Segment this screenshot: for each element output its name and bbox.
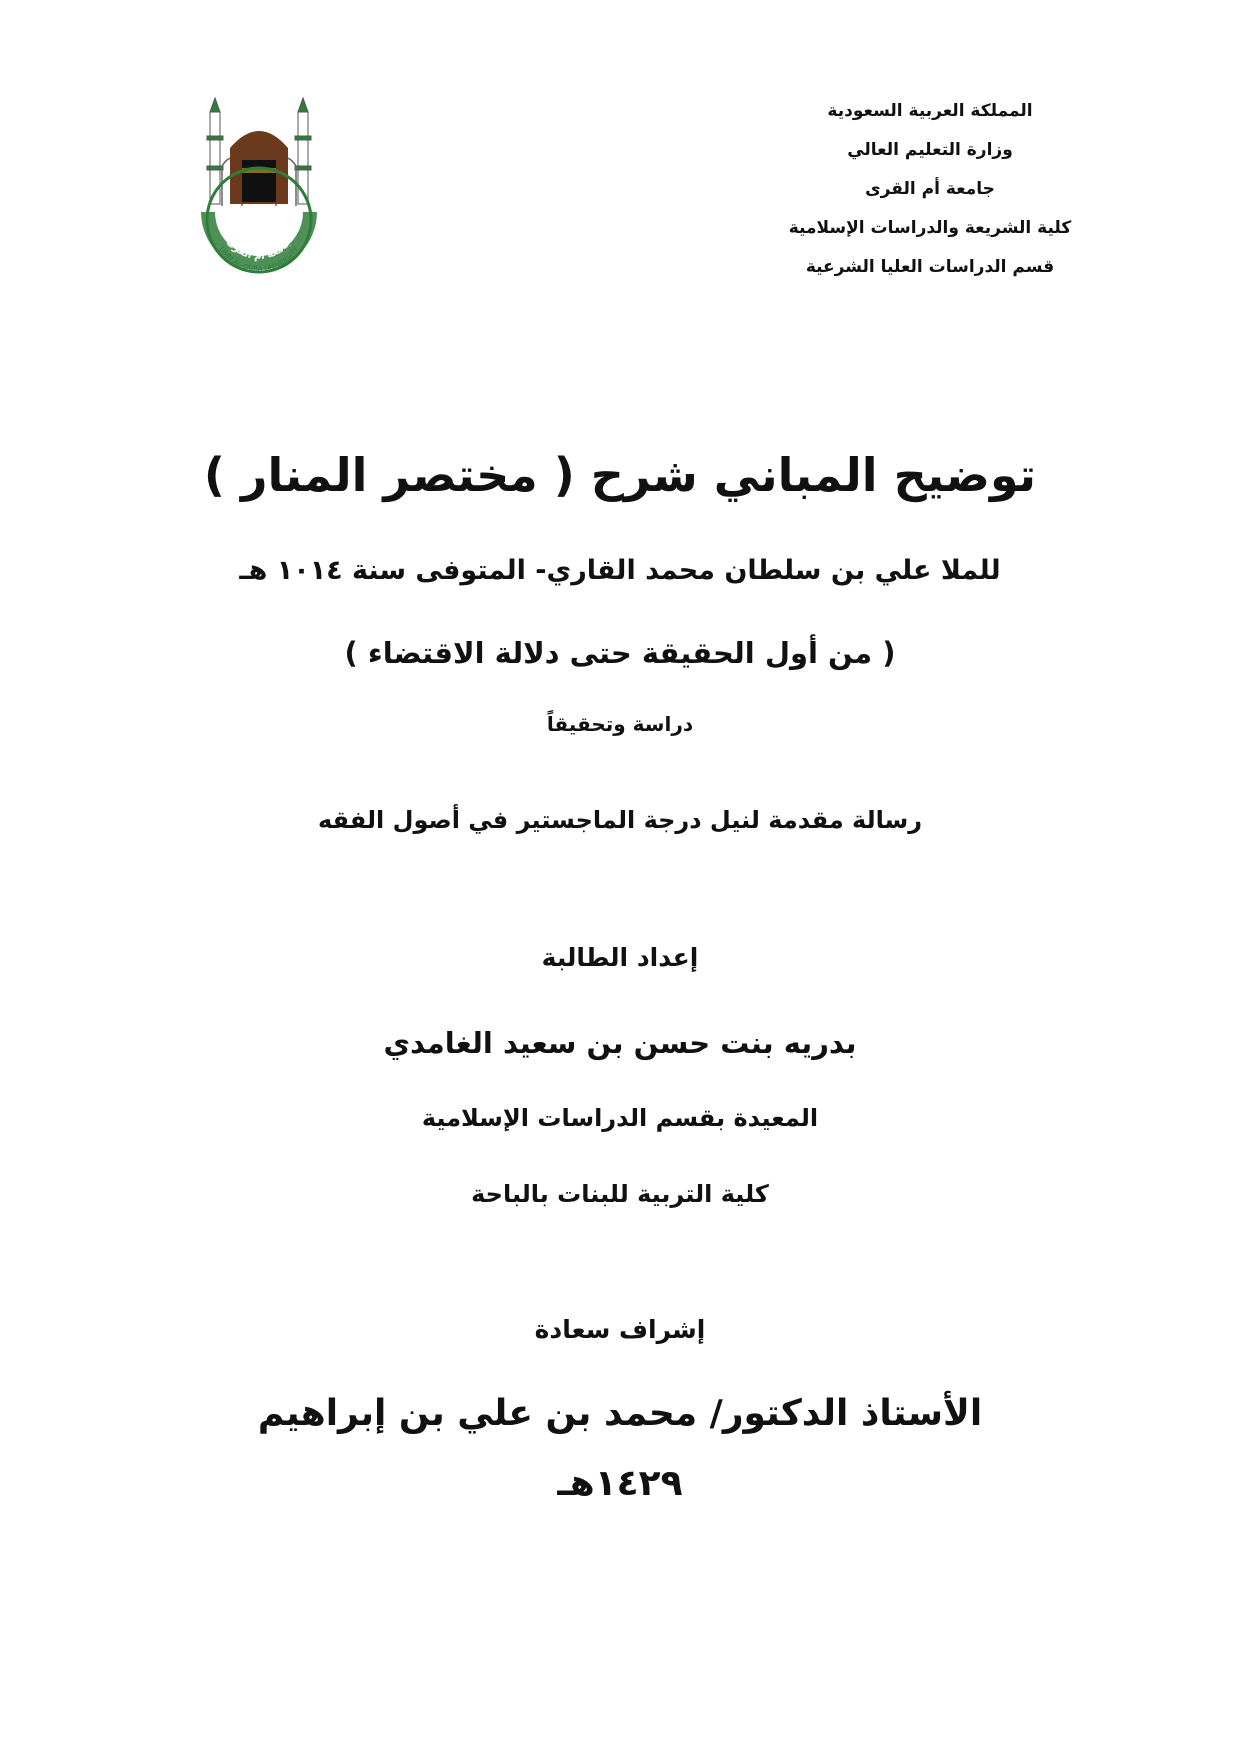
svg-text:جامعة أم القرى: جامعة أم القرى <box>224 236 294 263</box>
minaret-right-icon <box>295 98 311 204</box>
supervision-label: إشراف سعادة <box>534 1315 706 1344</box>
header-college: كلية الشريعة والدراسات الإسلامية <box>788 218 1072 238</box>
study-type: دراسة وتحقيقاً <box>546 712 694 736</box>
student-college: كلية التربية للبنات بالباحة <box>471 1180 769 1208</box>
original-author: للملا علي بن سلطان محمد القاري- المتوفى سنة ١٠١٤ هـ <box>239 555 1001 586</box>
student-role: المعيدة بقسم الدراسات الإسلامية <box>421 1104 819 1132</box>
svg-text:UMM AL-QURA UNIVERSITY: UMM AL-QURA UNIVERSITY <box>217 245 301 274</box>
supervisor-name: الأستاذ الدكتور/ محمد بن علي بن إبراهيم <box>257 1393 983 1434</box>
thesis-purpose: رسالة مقدمة لنيل درجة الماجستير في أصول الفقه <box>317 806 923 834</box>
university-logo-icon <box>198 96 320 284</box>
header-ministry: وزارة التعليم العالي <box>847 140 1013 160</box>
institution-header <box>760 92 1100 287</box>
prepared-by-label: إعداد الطالبة <box>541 943 699 972</box>
student-name: بدريه بنت حسن بن سعيد الغامدي <box>383 1026 857 1060</box>
section-range: ( من أول الحقيقة حتى دلالة الاقتضاء ) <box>344 636 896 670</box>
header-university: جامعة أم القرى <box>865 179 995 199</box>
header-department: قسم الدراسات العليا الشرعية <box>805 257 1055 277</box>
hijri-year: ١٤٢٩هـ <box>557 1463 683 1504</box>
minaret-left-icon <box>207 98 223 204</box>
header-country: المملكة العربية السعودية <box>827 101 1033 121</box>
thesis-title: توضيح المباني شرح ( مختصر المنار ) <box>203 448 1037 502</box>
kaaba-icon <box>242 160 276 202</box>
